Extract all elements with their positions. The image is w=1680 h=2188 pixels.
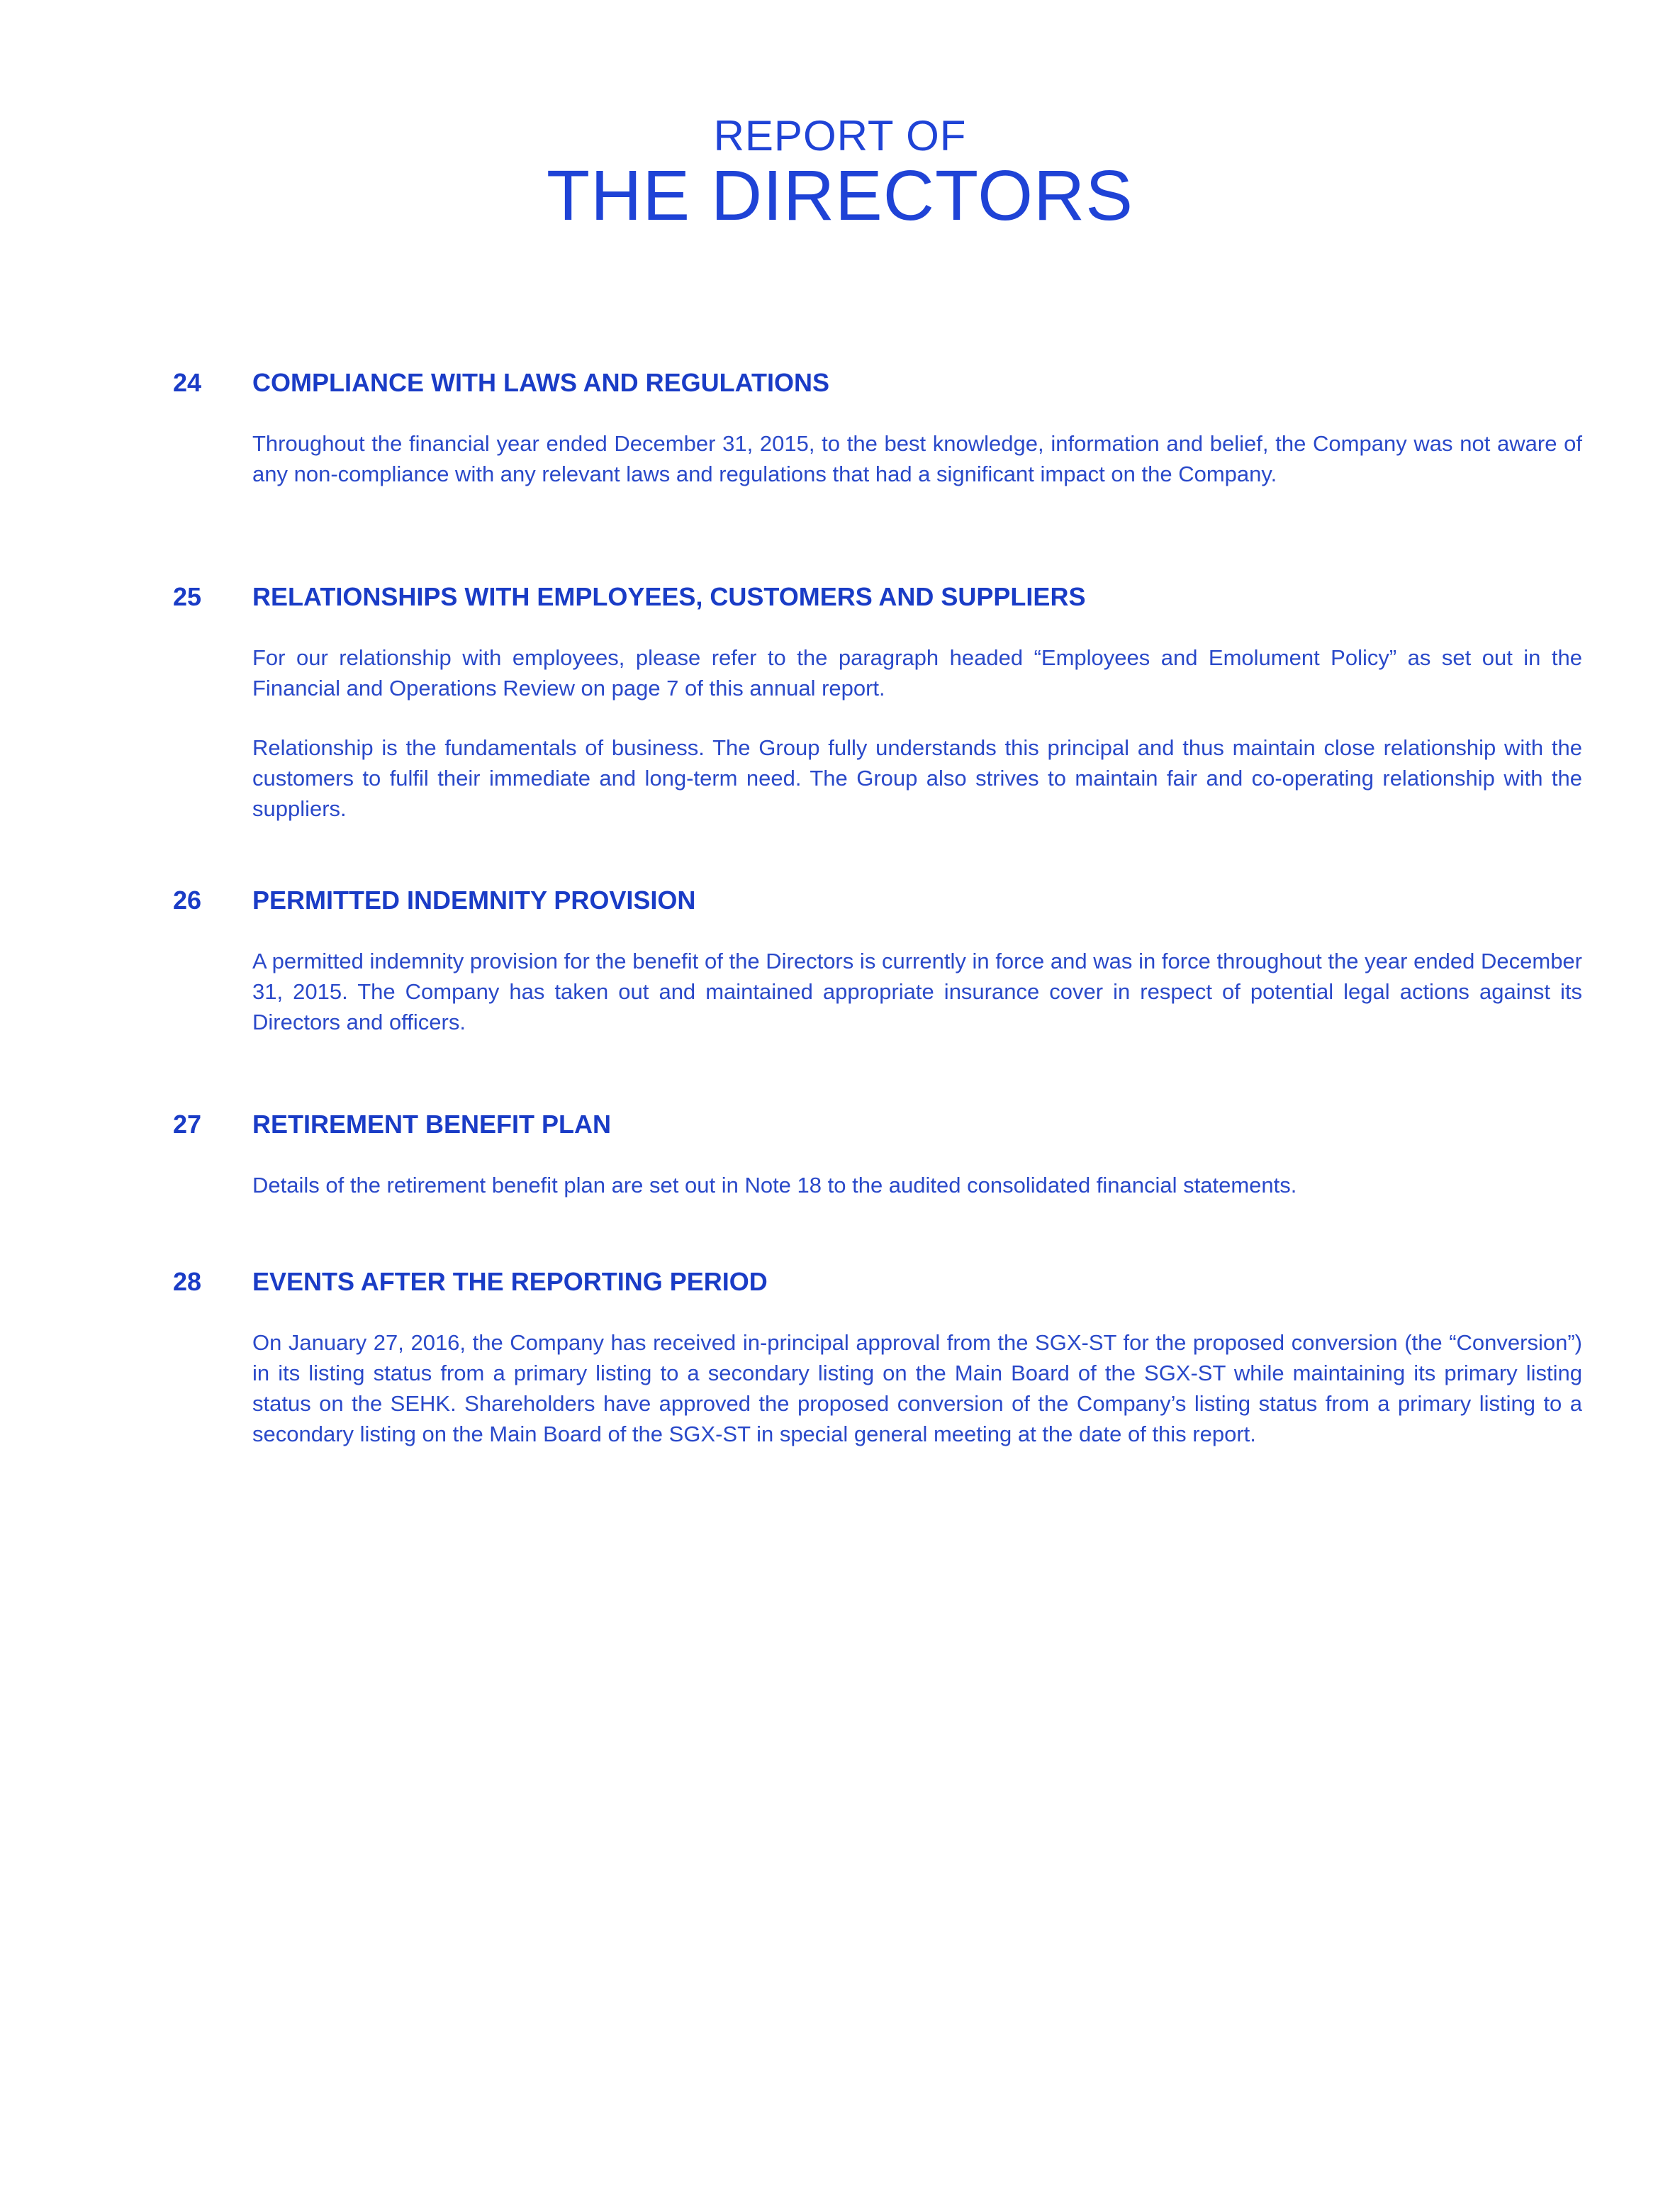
section-heading — [173, 367, 1582, 404]
section-relationships — [173, 581, 1582, 846]
section-paragraph: A permitted indemnity provision for the benefit of the Directors is currently in force and was in force throughout the year ended December 31, 2015. The Company has taken out and maintained appropriate insurance cover in respect of potential legal actions against its Directors and officers. — [252, 949, 1582, 1034]
section-title: COMPLIANCE WITH LAWS AND REGULATIONS — [252, 368, 829, 397]
section-number: 27 — [173, 1110, 202, 1139]
section-number: 24 — [173, 368, 202, 397]
section-number: 26 — [173, 886, 202, 915]
section-events — [173, 1266, 1582, 1471]
section-title: PERMITTED INDEMNITY PROVISION — [252, 886, 696, 915]
section-indemnity — [173, 885, 1582, 1059]
section-paragraph: For our relationship with employees, please refer to the paragraph headed “Employees and Emolument Policy” as set out in the Financial and Operations Review on page 7 of this annual report. — [252, 645, 1582, 701]
section-title: RELATIONSHIPS WITH EMPLOYEES, CUSTOMERS AND SUPPLIERS — [252, 582, 1086, 611]
section-title: EVENTS AFTER THE REPORTING PERIOD — [252, 1267, 768, 1296]
section-heading — [173, 1266, 1582, 1303]
section-title: RETIREMENT BENEFIT PLAN — [252, 1110, 612, 1139]
section-heading — [173, 1109, 1582, 1146]
section-heading — [173, 581, 1582, 618]
page-header — [0, 113, 1680, 233]
section-retirement — [173, 1109, 1582, 1222]
section-paragraph: Throughout the financial year ended December 31, 2015, to the best knowledge, information and belief, the Company was not aware of any non-compliance with any relevant laws and regulations that had a significant impact on the Company. — [252, 431, 1582, 486]
section-number: 25 — [173, 582, 202, 611]
header-subtitle: REPORT OF — [713, 112, 967, 160]
section-number: 28 — [173, 1267, 202, 1296]
section-paragraph: Relationship is the fundamentals of business. The Group fully understands this principal and thus maintain close relationship with the customers to fulfil their immediate and long-term need. The Group also strives to maintain fair and co-operating relationship with the suppliers. — [252, 735, 1582, 821]
section-heading — [173, 885, 1582, 922]
section-compliance — [173, 367, 1582, 511]
section-paragraph: On January 27, 2016, the Company has received in-principal approval from the SGX-ST for the proposed conversion (the “Conversion”) in its listing status from a primary listing to a secondary listing on the Main Board of the SGX-ST while maintaining its primary listing status on the SEHK. Shareholders have approved the proposed conversion of the Company’s listing status from a primary listing to a secondary listing on the Main Board of the SGX-ST in special general meeting at the date of this report. — [252, 1330, 1582, 1446]
section-paragraph: Details of the retirement benefit plan are set out in Note 18 to the audited consolidated financial statements. — [252, 1173, 1297, 1198]
page-title: THE DIRECTORS — [547, 156, 1133, 235]
